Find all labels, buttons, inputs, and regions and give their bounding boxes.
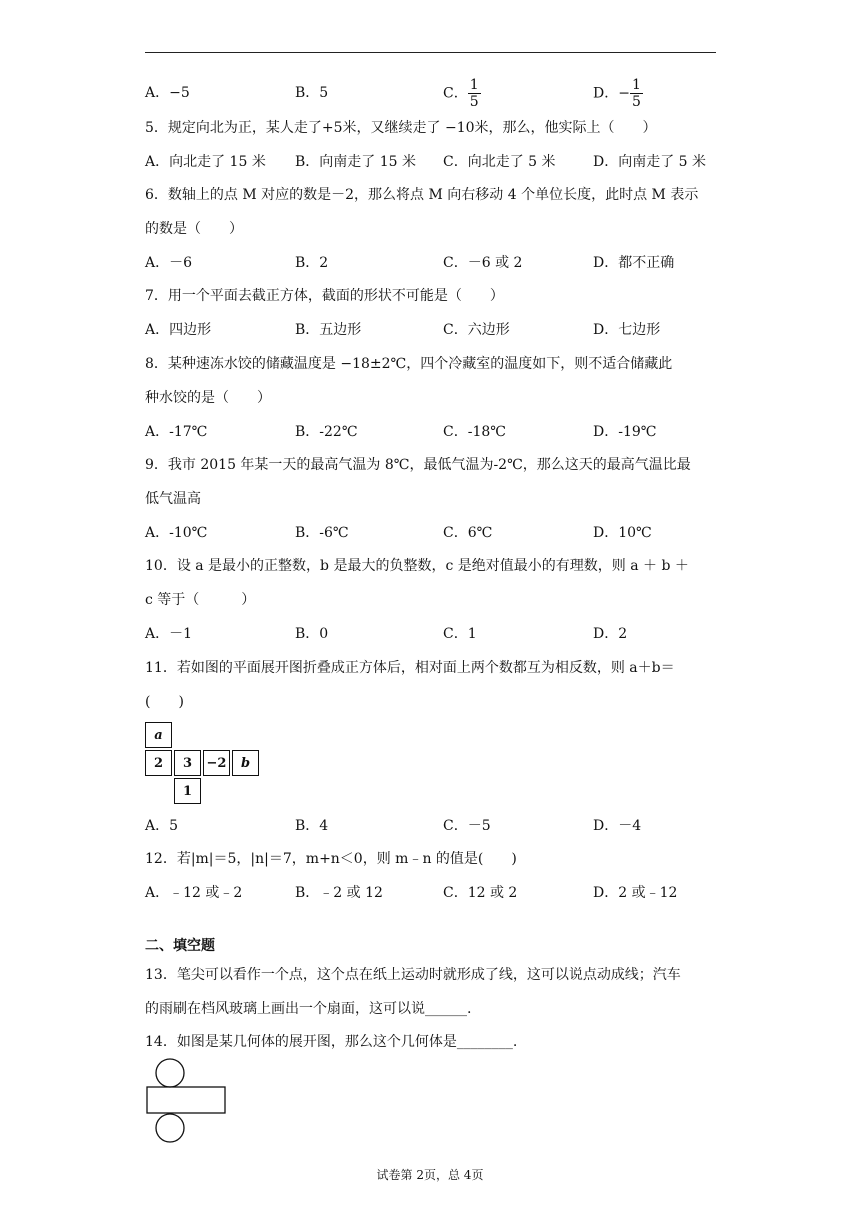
bottom-circle: [156, 1114, 184, 1142]
q10-option-a: A．－1: [145, 626, 193, 642]
q10-option-b: B．0: [295, 626, 329, 642]
q7-option-a: A．四边形: [145, 322, 212, 338]
q5-option-a: A．向北走了 15 米: [145, 154, 266, 170]
top-circle: [156, 1059, 184, 1087]
q11-option-c: C．－5: [443, 818, 491, 834]
q12-option-b: B．﹣2 或 12: [295, 885, 383, 901]
q9-stem-line1: 9．我市 2015 年某一天的最高气温为 8℃，最低气温为-2℃，那么这天的最高气温比最: [145, 457, 691, 473]
q6-option-b: B．2: [295, 255, 329, 271]
q10-stem-line2: c 等于（ ）: [145, 592, 256, 608]
net-cell-b: b: [232, 750, 259, 776]
q13-stem-line2: 的雨刷在档风玻璃上画出一个扇面，这可以说______.: [145, 1001, 472, 1017]
fraction: $\frac{1}{5}$: [469, 77, 479, 110]
q8-option-a: A．-17℃: [145, 424, 208, 440]
q10-options: [145, 624, 725, 644]
q8-stem-line2: 种水饺的是（ ）: [145, 390, 271, 406]
q5-stem: 5．规定向北为正，某人走了+5米，又继续走了 −10米，那么，他实际上（ ）: [145, 120, 657, 136]
q9-option-a: A．-10℃: [145, 525, 208, 541]
q5-option-c: C．向北走了 5 米: [443, 154, 556, 170]
q12-stem: 12．若|m|＝5，|n|＝7，m+n＜0，则 m﹣n 的值是( ): [145, 851, 517, 867]
q8-stem-line1: 8．某种速冻水饺的储藏温度是 −18±2℃，四个冷藏室的温度如下，则不适合储藏此: [145, 356, 673, 372]
q5-option-b: B．向南走了 15 米: [295, 154, 417, 170]
q7-option-b: B．五边形: [295, 322, 362, 338]
q6-options: [145, 253, 725, 273]
q5-options: [145, 152, 725, 172]
q7-option-c: C．六边形: [443, 322, 510, 338]
q11-option-b: B．4: [295, 818, 329, 834]
q6-stem-line2: 的数是（ ）: [145, 221, 243, 237]
q12-option-d: D．2 或﹣12: [593, 885, 678, 901]
net-cell-a: a: [145, 722, 172, 748]
q6-stem-line1: 6．数轴上的点 M 对应的数是－2，那么将点 M 向右移动 4 个单位长度，此时点 M 表示: [145, 187, 699, 203]
q9-options: [145, 523, 725, 543]
q9-option-c: C．6℃: [443, 525, 493, 541]
q11-option-a: A．5: [145, 818, 179, 834]
q8-option-d: D．-19℃: [593, 424, 657, 440]
q7-option-d: D．七边形: [593, 322, 661, 338]
header-rule: [145, 52, 716, 53]
q10-option-d: D．2: [593, 626, 628, 642]
q10-stem-line1: 10．设 a 是最小的正整数，b 是最大的负整数，c 是绝对值最小的有理数，则 a ＋ b ＋: [145, 558, 689, 574]
net-cell-1: 1: [174, 778, 201, 804]
q4-option-b: B．5: [295, 85, 329, 101]
net-cell-2: 2: [145, 750, 172, 776]
q6-option-a: A．－6: [145, 255, 193, 271]
q12-option-c: C．12 或 2: [443, 885, 518, 901]
q6-option-d: D．都不正确: [593, 255, 675, 271]
section-heading-fill-in: 二、填空题: [145, 938, 215, 954]
q4-option-d: D．− $\frac{1}{5}$: [593, 77, 641, 110]
q12-options: [145, 883, 725, 903]
net-cell-neg2: −2: [203, 750, 230, 776]
q14-stem: 14．如图是某几何体的展开图，那么这个几何体是________.: [145, 1034, 518, 1050]
q7-stem: 7．用一个平面去截正方体，截面的形状不可能是（ ）: [145, 288, 504, 304]
q9-option-b: B．-6℃: [295, 525, 349, 541]
q8-option-c: C．-18℃: [443, 424, 506, 440]
q4-option-a: A．−5: [145, 85, 190, 101]
net-cell-3: 3: [174, 750, 201, 776]
q11-stem-line1: 11．若如图的平面展开图折叠成正方体后，相对面上两个数都互为相反数，则 a＋b＝: [145, 660, 675, 676]
cube-net-figure: [145, 722, 265, 806]
lateral-rectangle: [147, 1087, 225, 1113]
cylinder-net-figure: [145, 1058, 229, 1144]
q8-option-b: B．-22℃: [295, 424, 358, 440]
q12-option-a: A．﹣12 或﹣2: [145, 885, 243, 901]
q10-option-c: C．1: [443, 626, 477, 642]
q11-options: [145, 816, 725, 836]
q7-options: [145, 320, 725, 340]
page-footer: 试卷第 2页，总 4页: [376, 1168, 484, 1182]
q9-option-d: D．10℃: [593, 525, 652, 541]
q13-stem-line1: 13．笔尖可以看作一个点，这个点在纸上运动时就形成了线，这可以说点动成线；汽车: [145, 967, 681, 983]
q5-option-d: D．向南走了 5 米: [593, 154, 707, 170]
q8-options: [145, 422, 725, 442]
q11-stem-line2: ( ): [145, 694, 184, 710]
fraction: $\frac{1}{5}$: [631, 77, 641, 110]
q11-option-d: D．－4: [593, 818, 642, 834]
q6-option-c: C．－6 或 2: [443, 255, 523, 271]
q4-options: [145, 77, 725, 109]
q9-stem-line2: 低气温高: [145, 491, 201, 507]
q4-option-c: C． $\frac{1}{5}$: [443, 77, 479, 110]
